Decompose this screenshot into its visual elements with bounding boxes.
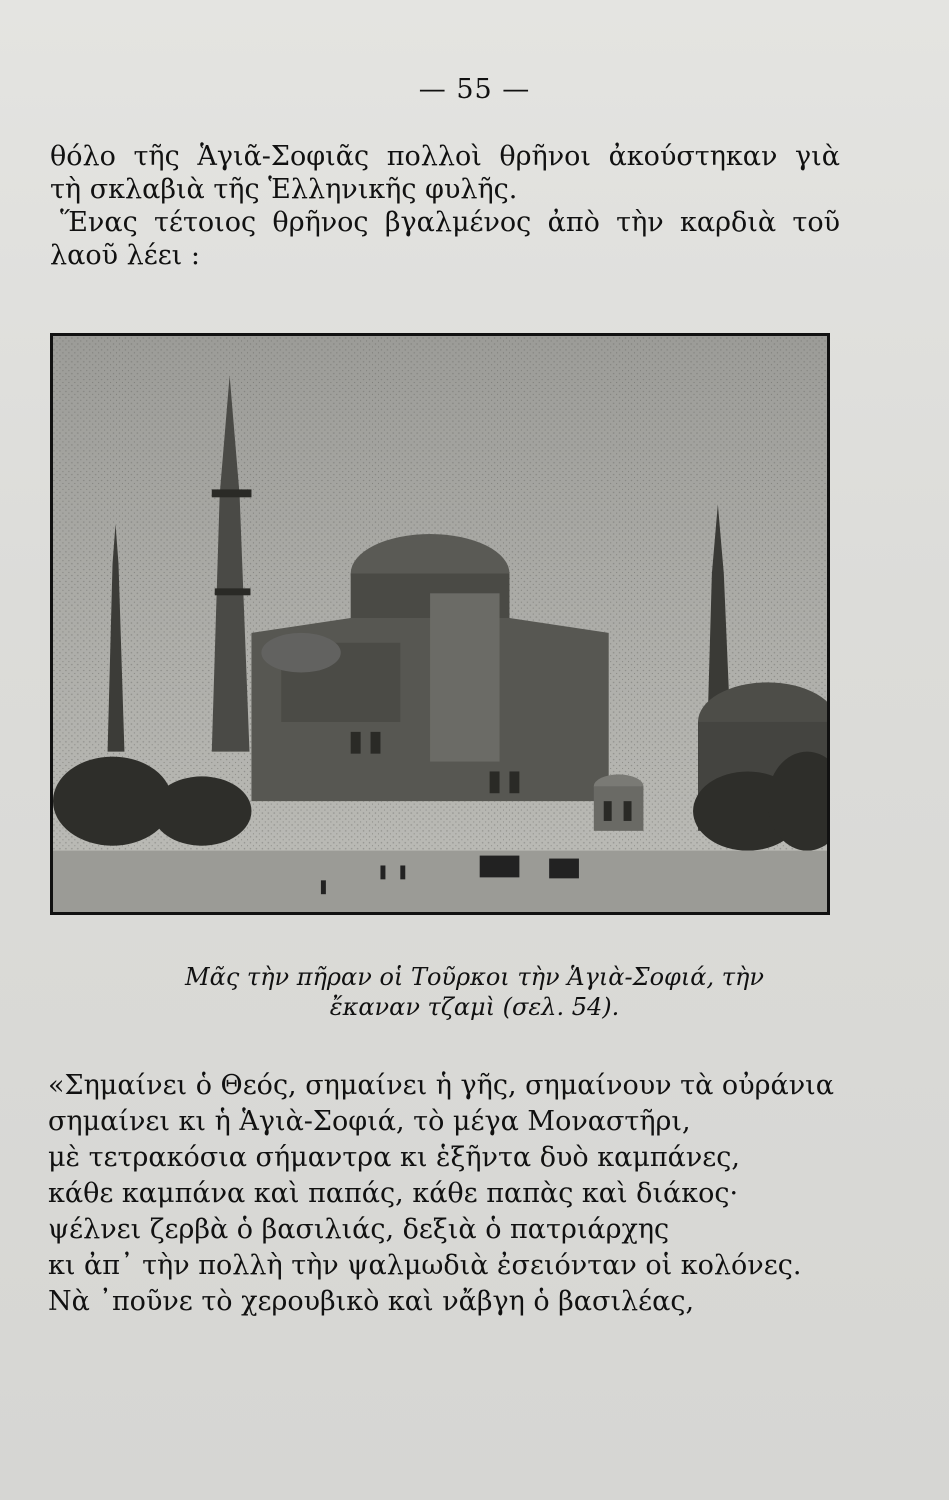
verse-line: «Σημαίνει ὁ Θεός, σημαίνει ἡ γῆς, σημαίνουν τὰ οὐράνια <box>48 1070 834 1101</box>
verse-line: σημαίνει κι ἡ Ἁγιὰ-Σοφιά, τὸ μέγα Μοναστῆρι, <box>48 1106 691 1137</box>
intro-line: τὴ σκλαβιὰ τῆς Ἑλληνικῆς φυλῆς. <box>50 174 518 205</box>
intro-line: λαοῦ λέει : <box>50 240 200 271</box>
intro-line: Ἕνας τέτοιος θρῆνος βγαλμένος ἀπὸ τὴν καρδιὰ τοῦ <box>60 207 840 238</box>
verse-block <box>48 1068 848 1320</box>
mosque-illustration <box>53 336 827 912</box>
verse-line: ψέλνει ζερβὰ ὁ βασιλιάς, δεξιὰ ὁ πατριάρχης <box>48 1214 670 1245</box>
intro-line: θόλο τῆς Ἁγιᾶ-Σοφιᾶς πολλοὶ θρῆνοι ἀκούστηκαν γιὰ <box>50 141 840 172</box>
verse-line: κάθε καμπάνα καὶ παπάς, κάθε παπὰς καὶ διάκος· <box>48 1178 739 1209</box>
hagia-sophia-photo <box>50 333 830 915</box>
verse-line: μὲ τετρακόσια σήμαντρα κι ἑξῆντα δυὸ καμπάνες, <box>48 1142 740 1173</box>
caption-line: Μᾶς τὴν πῆραν οἱ Τοῦρκοι τὴν Ἁγιὰ-Σοφιά, τὴν <box>185 963 764 991</box>
page-number: — 55 — <box>418 74 531 105</box>
figure-caption <box>0 962 949 1022</box>
caption-line: ἔκαναν τζαμὶ (σελ. 54). <box>329 993 620 1021</box>
verse-line: Νὰ ᾽πoῦνε τὸ χερουβικὸ καὶ νἄβγη ὁ βασιλέας, <box>48 1286 695 1317</box>
verse-line: κι ἀπ᾽ τὴν πολλὴ τὴν ψαλμωδιὰ ἐσειόνταν οἱ κολόνες. <box>48 1250 802 1281</box>
intro-paragraph <box>50 140 840 272</box>
